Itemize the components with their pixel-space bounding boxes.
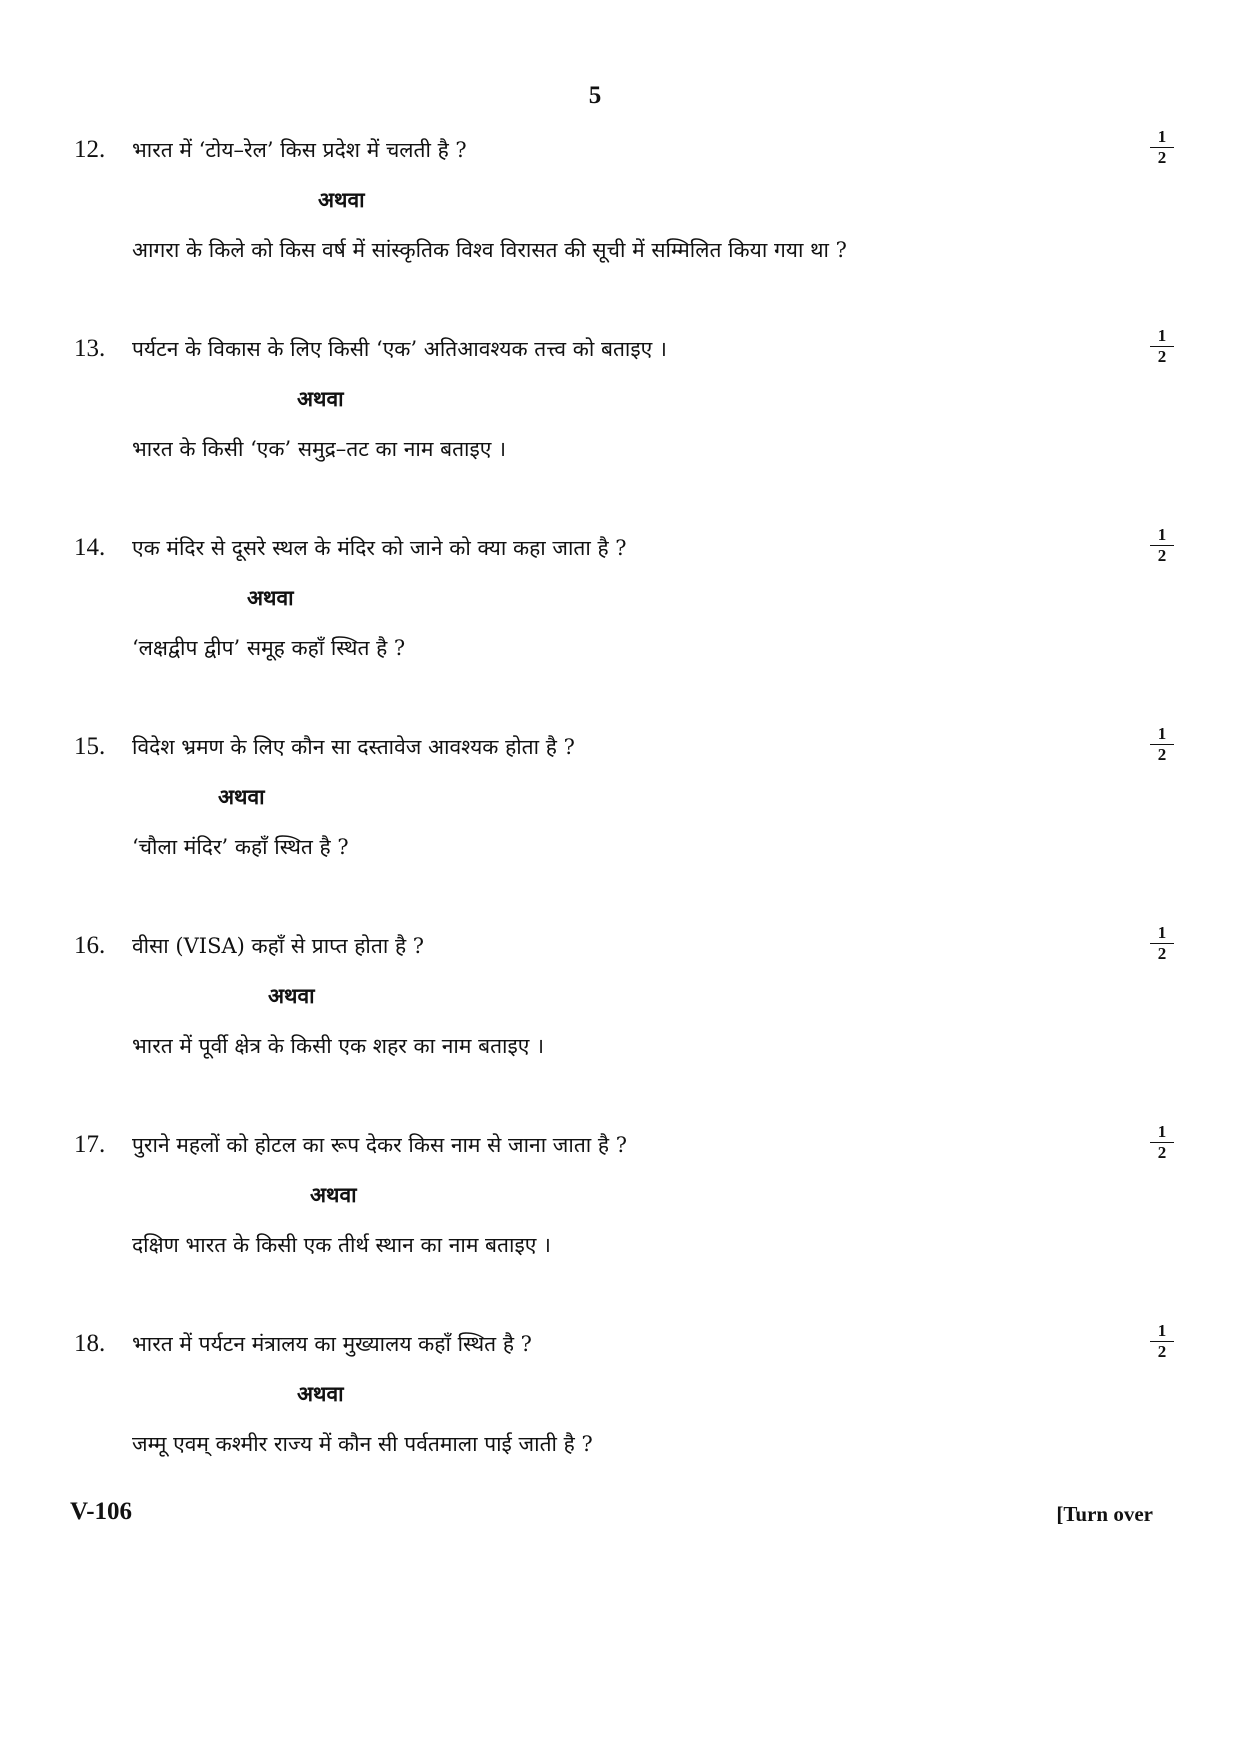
question-text: वीसा (VISA) कहाँ से प्राप्त होता है ? (132, 934, 425, 958)
marks-half (1150, 1322, 1174, 1361)
marks-numerator: 1 (1150, 128, 1174, 148)
alternative-question-text: दक्षिण भारत के किसी एक तीर्थ स्थान का नाम बताइए । (132, 1233, 552, 1257)
question-text: एक मंदिर से दूसरे स्थल के मंदिर को जाने को क्या कहा जाता है ? (132, 536, 627, 560)
marks-denominator: 2 (1157, 1342, 1167, 1361)
marks-denominator: 2 (1157, 347, 1167, 366)
marks-half (1150, 128, 1174, 167)
question-number: 14. (74, 534, 106, 561)
page-number: 5 (588, 82, 602, 109)
or-label: अथवा (297, 386, 344, 411)
alternative-question-text: आगरा के किले को किस वर्ष में सांस्कृतिक विश्व विरासत की सूची में सम्मिलित किया गया था ? (132, 238, 847, 262)
marks-denominator: 2 (1157, 148, 1167, 167)
marks-half (1150, 526, 1174, 565)
question-text: विदेश भ्रमण के लिए कौन सा दस्तावेज आवश्यक होता है ? (132, 735, 575, 759)
marks-half (1150, 924, 1174, 963)
marks-half (1150, 1123, 1174, 1162)
question-14 (0, 525, 1241, 720)
marks-half (1150, 327, 1174, 366)
or-label: अथवा (218, 784, 265, 809)
marks-numerator: 1 (1150, 1322, 1174, 1342)
question-text: भारत में ‘टोय–रेल’ किस प्रदेश में चलती है ? (132, 138, 467, 162)
marks-numerator: 1 (1150, 327, 1174, 347)
or-label: अथवा (247, 585, 294, 610)
question-text: पुराने महलों को होटल का रूप देकर किस नाम से जाना जाता है ? (132, 1133, 627, 1157)
alternative-question-text: ‘लक्षद्वीप द्वीप’ समूह कहाँ स्थित है ? (132, 636, 406, 660)
question-text: भारत में पर्यटन मंत्रालय का मुख्यालय कहाँ स्थित है ? (132, 1332, 532, 1356)
marks-half (1150, 725, 1174, 764)
question-15 (0, 724, 1241, 919)
marks-numerator: 1 (1150, 924, 1174, 944)
or-label: अथवा (318, 187, 365, 212)
question-number: 16. (74, 932, 106, 959)
alternative-question-text: जम्मू एवम् कश्मीर राज्य में कौन सी पर्वतमाला पाई जाती है ? (132, 1432, 593, 1456)
question-text: पर्यटन के विकास के लिए किसी ‘एक’ अतिआवश्यक तत्त्व को बताइए । (132, 337, 667, 361)
or-label: अथवा (297, 1381, 344, 1406)
question-17 (0, 1122, 1241, 1317)
marks-denominator: 2 (1157, 745, 1167, 764)
alternative-question-text: ‘चौला मंदिर’ कहाँ स्थित है ? (132, 835, 349, 859)
question-number: 18. (74, 1330, 106, 1357)
marks-denominator: 2 (1157, 944, 1167, 963)
alternative-question-text: भारत के किसी ‘एक’ समुद्र–तट का नाम बताइए । (132, 437, 507, 461)
question-number: 15. (74, 733, 106, 760)
turn-over-note: [Turn over (1056, 1502, 1153, 1526)
marks-numerator: 1 (1150, 725, 1174, 745)
question-18 (0, 1321, 1241, 1516)
marks-denominator: 2 (1157, 1143, 1167, 1162)
or-label: अथवा (268, 983, 315, 1008)
question-number: 13. (74, 335, 106, 362)
question-number: 12. (74, 136, 106, 163)
question-number: 17. (74, 1131, 106, 1158)
question-13 (0, 326, 1241, 521)
question-16 (0, 923, 1241, 1118)
marks-denominator: 2 (1157, 546, 1167, 565)
marks-numerator: 1 (1150, 526, 1174, 546)
question-12 (0, 127, 1241, 322)
marks-numerator: 1 (1150, 1123, 1174, 1143)
paper-code: V-106 (70, 1498, 133, 1525)
or-label: अथवा (310, 1182, 357, 1207)
alternative-question-text: भारत में पूर्वी क्षेत्र के किसी एक शहर का नाम बताइए । (132, 1034, 545, 1058)
